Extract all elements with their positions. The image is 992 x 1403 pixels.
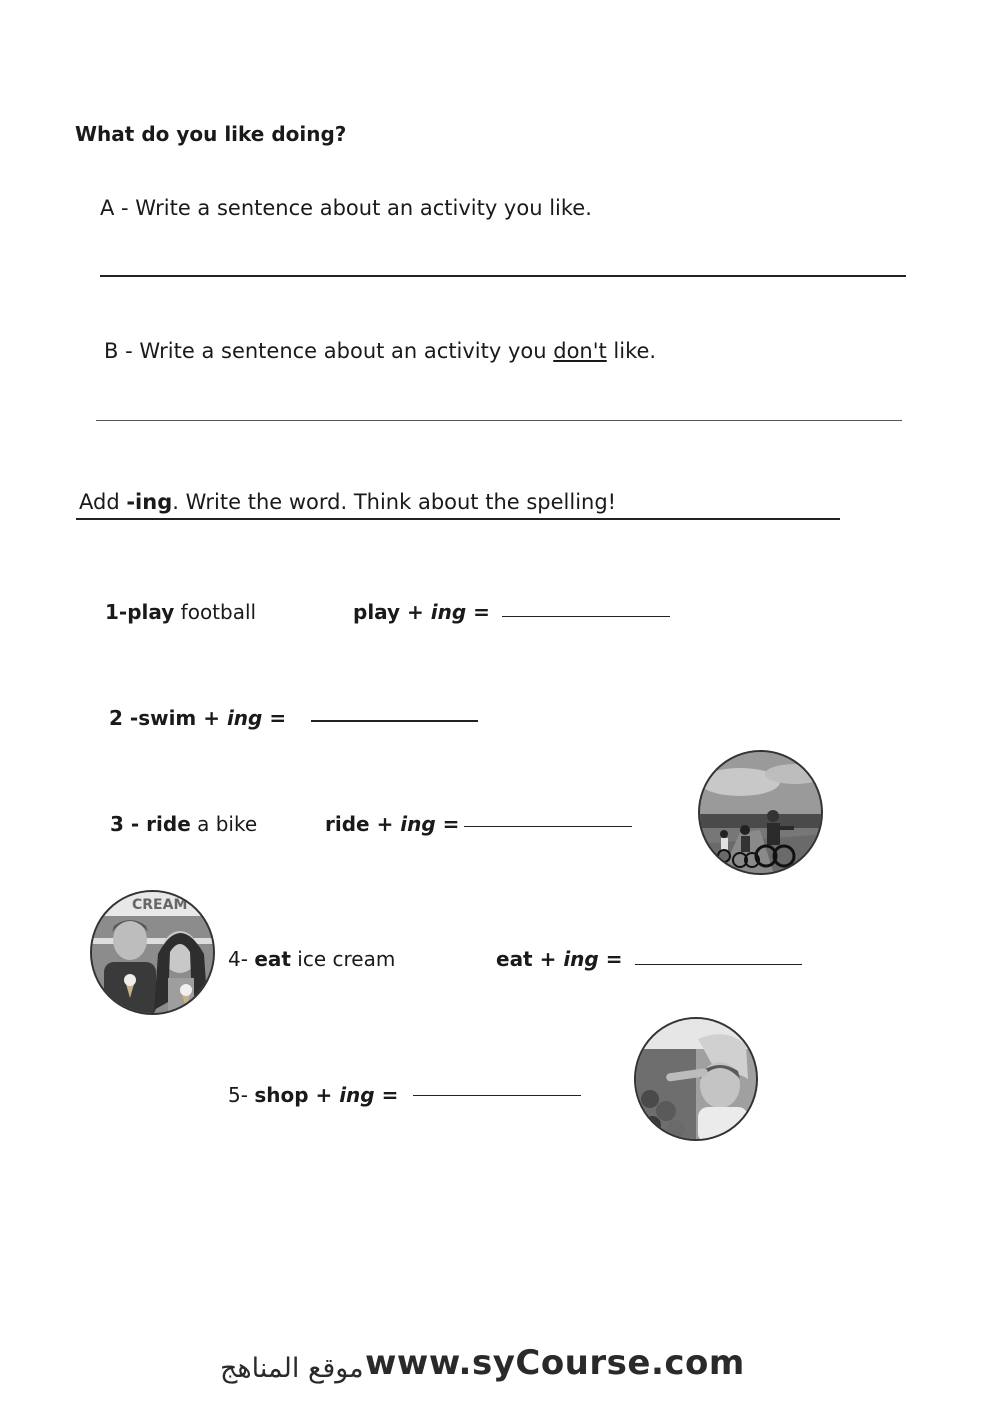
instruction-before: Add (79, 490, 127, 514)
item-3-plus: + (369, 812, 401, 836)
item-5-ing: ing (339, 1083, 375, 1107)
item-1-eq: = (466, 600, 490, 624)
part-b-underlined-word: don't (553, 339, 607, 363)
instruction-bold: -ing (126, 490, 173, 514)
item-5-plus: + (308, 1083, 340, 1107)
instruction-after: . Write the word. Think about the spelling! (172, 490, 617, 514)
page-title: What do you like doing? (75, 122, 347, 146)
item-4-num: 4- (228, 947, 255, 971)
item-4-formula (496, 947, 622, 971)
item-4-plus: + (532, 947, 564, 971)
item-1-phrase (105, 600, 256, 624)
item-5-answer-line[interactable] (413, 1095, 581, 1096)
item-3-rest: a bike (190, 812, 258, 836)
item-4-answer-line[interactable] (635, 964, 802, 965)
part-a-text: Write a sentence about an activity you like. (135, 196, 592, 220)
ice-cream-photo (90, 890, 215, 1015)
instruction (79, 490, 616, 514)
item-3-phrase (110, 812, 257, 836)
item-1-num: 1- (105, 600, 128, 624)
item-1-formula (353, 600, 490, 624)
item-3-eq: = (435, 812, 460, 836)
part-a-letter: A - (100, 196, 136, 220)
item-4-formula-verb: eat (496, 947, 533, 971)
item-1-plus: + (400, 600, 431, 624)
item-2-formula (109, 706, 286, 730)
item-5-eq: = (374, 1083, 399, 1107)
item-2-num: 2 - (109, 706, 139, 730)
shopping-photo (634, 1017, 758, 1141)
item-4-rest: ice cream (290, 947, 396, 971)
shop-sign-text: CREAM (132, 897, 188, 913)
footer-arabic: موقع المناهج (220, 1353, 364, 1384)
item-5-verb: shop (254, 1083, 309, 1107)
item-2-plus: + (196, 706, 227, 730)
item-1-formula-verb: play (353, 600, 401, 624)
item-1-answer-line[interactable] (502, 616, 670, 617)
item-2-ing: ing (226, 706, 263, 730)
item-3-num: 3 - (110, 812, 147, 836)
item-1-verb: play (127, 600, 175, 624)
cycling-illustration (700, 752, 823, 875)
part-b-letter: B - (104, 339, 140, 363)
cycling-photo (698, 750, 823, 875)
item-2-verb: swim (138, 706, 197, 730)
part-b-text-after: like. (606, 339, 657, 363)
item-5-num: 5- (228, 1083, 255, 1107)
part-a-answer-line[interactable] (100, 275, 906, 277)
footer-url[interactable]: www.syCourse.com (365, 1343, 745, 1383)
ice-cream-illustration (92, 892, 215, 1015)
item-3-verb: ride (146, 812, 191, 836)
item-4-verb: eat (254, 947, 291, 971)
part-a-prompt (100, 196, 592, 220)
instruction-underline (76, 518, 840, 520)
shopping-illustration (636, 1019, 758, 1141)
part-b-prompt (104, 339, 656, 363)
item-4-phrase (228, 947, 395, 971)
part-b-text-before: Write a sentence about an activity you (139, 339, 554, 363)
item-3-ing: ing (400, 812, 436, 836)
item-1-rest: football (174, 600, 257, 624)
item-4-ing: ing (563, 947, 599, 971)
item-2-answer-line[interactable] (311, 720, 478, 722)
part-b-answer-line[interactable] (96, 420, 902, 421)
item-3-formula (325, 812, 459, 836)
item-3-formula-verb: ride (325, 812, 370, 836)
item-1-ing: ing (430, 600, 467, 624)
item-4-eq: = (598, 947, 623, 971)
item-3-answer-line[interactable] (464, 826, 632, 827)
item-2-eq: = (262, 706, 287, 730)
item-5-formula (228, 1083, 398, 1107)
